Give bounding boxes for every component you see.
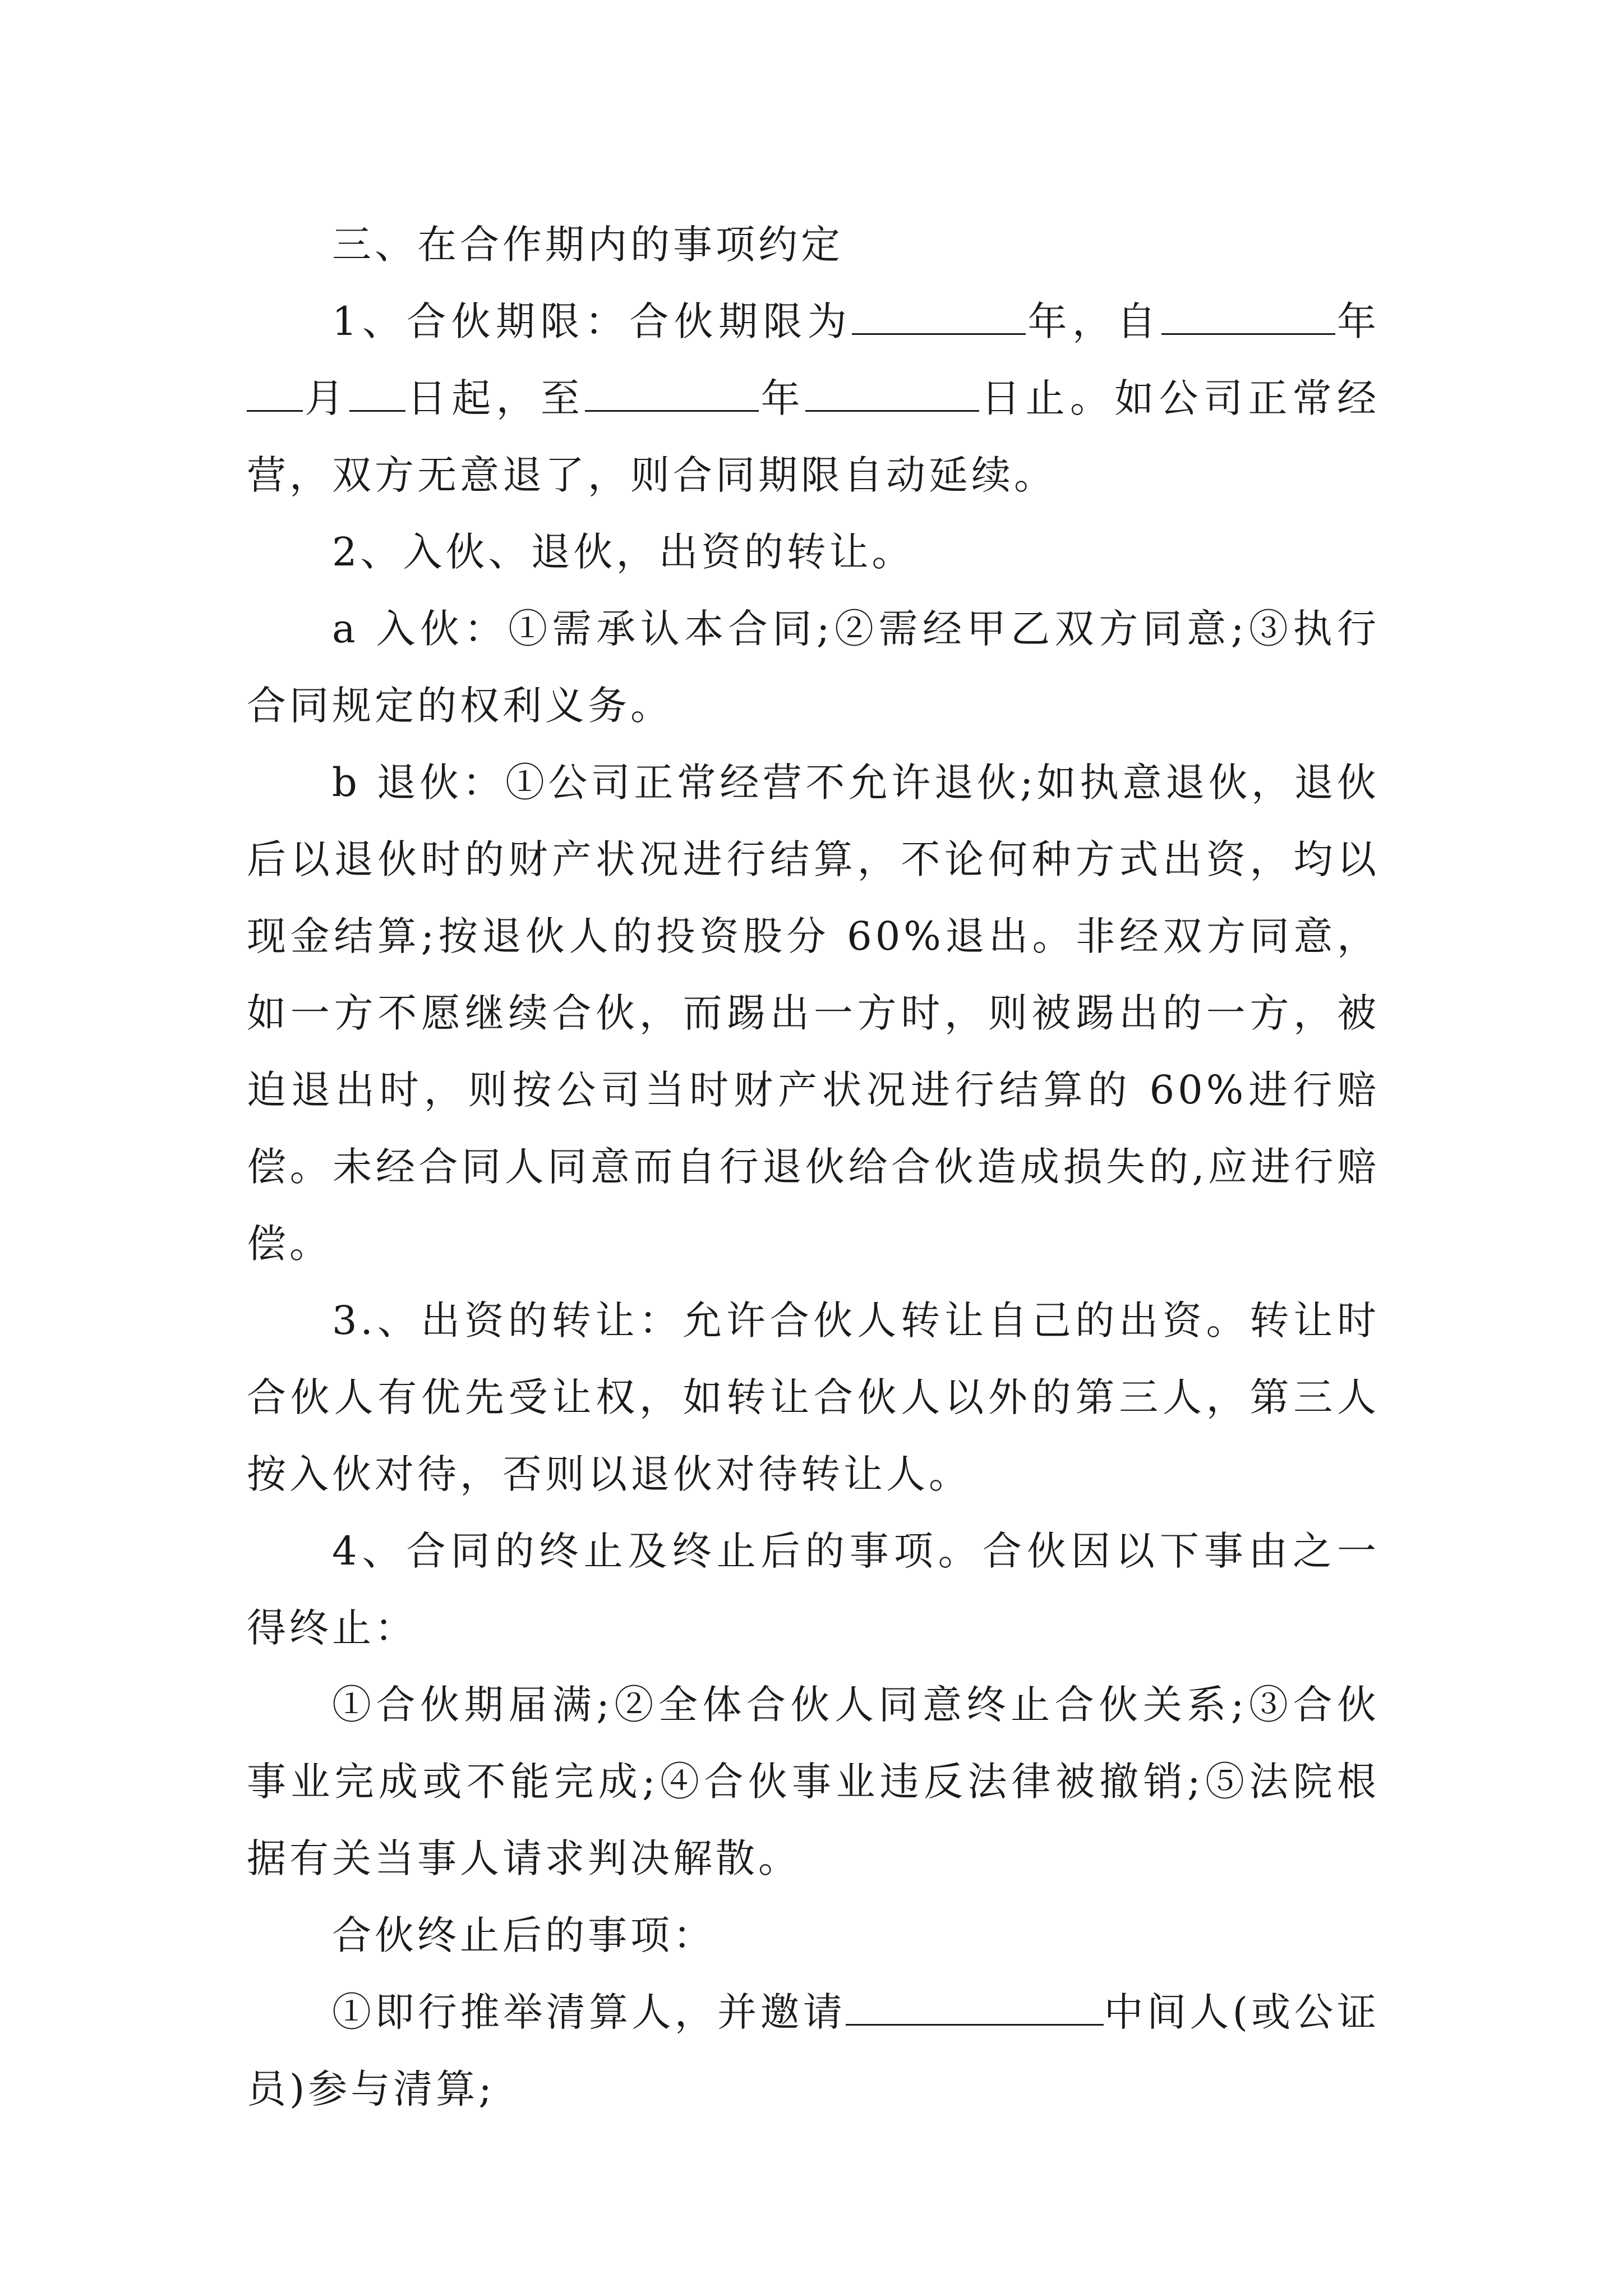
section-heading: 三、在合作期内的事项约定 xyxy=(332,222,843,268)
capital-transfer-paragraph: 3.、出资的转让：允许合伙人转让自己的出资。转让时合伙人有优先受让权，如转让合伙人以外的第三人，第三人按入伙对待，否则以退伙对待转让人。 xyxy=(247,1297,1380,1497)
intermediary-blank[interactable] xyxy=(846,1991,1104,2026)
partnership-term-paragraph xyxy=(247,283,1380,514)
liquidator-paragraph xyxy=(247,1974,1380,2128)
liquidator-text-2: 中间人(或公证员)参与清算; xyxy=(247,1989,1380,2112)
end-year-blank[interactable] xyxy=(585,378,759,412)
document-body xyxy=(247,206,1380,2128)
termination-paragraph: 4、合同的终止及终止后的事项。合伙因以下事由之一得终止： xyxy=(247,1528,1380,1651)
start-month-blank[interactable] xyxy=(247,378,303,412)
term-text-1: 1、合伙期限：合伙期限为 xyxy=(332,298,852,344)
term-text-2: 年，自 xyxy=(1026,298,1161,344)
term-text-6: 年 xyxy=(759,375,806,421)
term-years-blank[interactable] xyxy=(852,301,1026,335)
term-text-4: 月 xyxy=(303,375,349,421)
term-text-3: 年 xyxy=(1335,298,1380,344)
termination-causes-paragraph: ①合伙期届满;②全体合伙人同意终止合伙关系;③合伙事业完成或不能完成;④合伙事业违反法律被撤销;⑤法院根据有关当事人请求判决解散。 xyxy=(247,1682,1380,1881)
term-text-5: 日起，至 xyxy=(405,375,585,421)
end-month-day-blank[interactable] xyxy=(805,378,979,412)
joining-paragraph: a 入伙：①需承认本合同;②需经甲乙双方同意;③执行合同规定的权利义务。 xyxy=(247,606,1380,729)
withdrawal-paragraph: b 退伙：①公司正常经营不允许退伙;如执意退伙，退伙后以退伙时的财产状况进行结算，不论何种方式出资，均以现金结算;按退伙人的投资股分 60%退出。非经双方同意，如一方不愿继续合伙，而踢出一方时，则被踢出的一方，被迫退出时，则按公司当时财产状况进行结算的 60%进行赔偿。未经合同人同意而自行退伙给合伙造成损失的,应进行赔偿。 xyxy=(247,760,1380,1267)
start-year-blank[interactable] xyxy=(1161,301,1335,335)
join-exit-transfer-paragraph: 2、入伙、退伙，出资的转让。 xyxy=(332,529,915,575)
liquidator-text-1: ①即行推举清算人，并邀请 xyxy=(332,1989,846,2035)
term-text-7: 日止。如公司正常经营，双方无意退了，则合同期限自动延续。 xyxy=(247,375,1380,498)
post-termination-heading: 合伙终止后的事项： xyxy=(332,1912,716,1958)
start-day-blank[interactable] xyxy=(349,378,405,412)
